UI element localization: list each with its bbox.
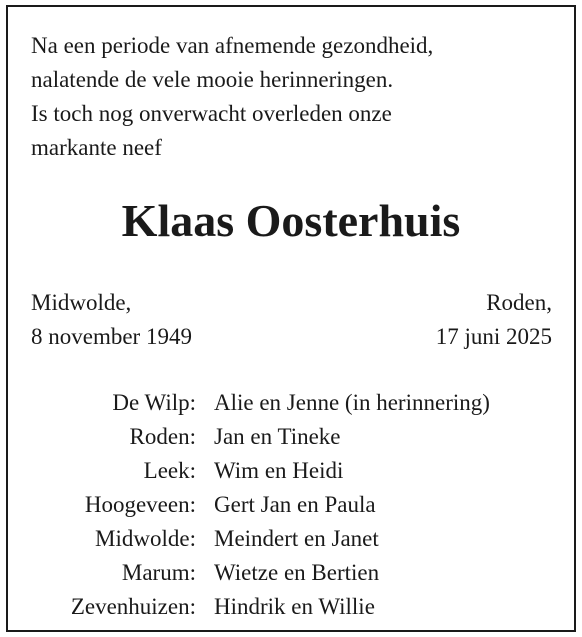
relative-row bbox=[8, 556, 574, 590]
relative-names: Jan en Tineke bbox=[214, 424, 341, 449]
relative-names: Meindert en Janet bbox=[214, 526, 379, 551]
relative-names: Gert Jan en Paula bbox=[214, 492, 376, 517]
relatives-list bbox=[8, 386, 574, 624]
birth-info bbox=[31, 286, 192, 354]
relative-place: Leek: bbox=[143, 458, 196, 483]
relative-names: Alie en Jenne (in herinnering) bbox=[214, 390, 490, 415]
intro-text bbox=[31, 29, 561, 165]
relative-place: Zevenhuizen: bbox=[70, 594, 196, 619]
death-place: Roden, bbox=[486, 290, 552, 315]
relative-place: Roden: bbox=[129, 424, 196, 449]
relative-names: Wietze en Bertien bbox=[214, 560, 380, 585]
relative-place: Midwolde: bbox=[95, 526, 196, 551]
relative-place: Marum: bbox=[121, 560, 196, 585]
death-info bbox=[436, 286, 552, 354]
relative-row bbox=[8, 488, 574, 522]
relative-row bbox=[8, 454, 574, 488]
intro-line: markante neef bbox=[31, 135, 162, 160]
intro-line: Is toch nog onverwacht overleden onze bbox=[31, 101, 392, 126]
relative-row bbox=[8, 590, 574, 624]
death-date: 17 juni 2025 bbox=[435, 324, 552, 349]
relative-row bbox=[8, 386, 574, 420]
relative-row bbox=[8, 420, 574, 454]
obituary-notice bbox=[6, 5, 576, 632]
relative-place: De Wilp: bbox=[112, 390, 196, 415]
relative-names: Wim en Heidi bbox=[214, 458, 344, 483]
relative-place: Hoogeveen: bbox=[84, 492, 196, 517]
intro-line: nalatende de vele mooie herinneringen. bbox=[31, 67, 394, 92]
deceased-name: Klaas Oosterhuis bbox=[121, 195, 461, 246]
relative-row bbox=[8, 522, 574, 556]
intro-line: Na een periode van afnemende gezondheid, bbox=[31, 33, 434, 58]
birth-place: Midwolde, bbox=[31, 290, 132, 315]
birth-date: 8 november 1949 bbox=[31, 324, 192, 349]
relative-names: Hindrik en Willie bbox=[214, 594, 375, 619]
